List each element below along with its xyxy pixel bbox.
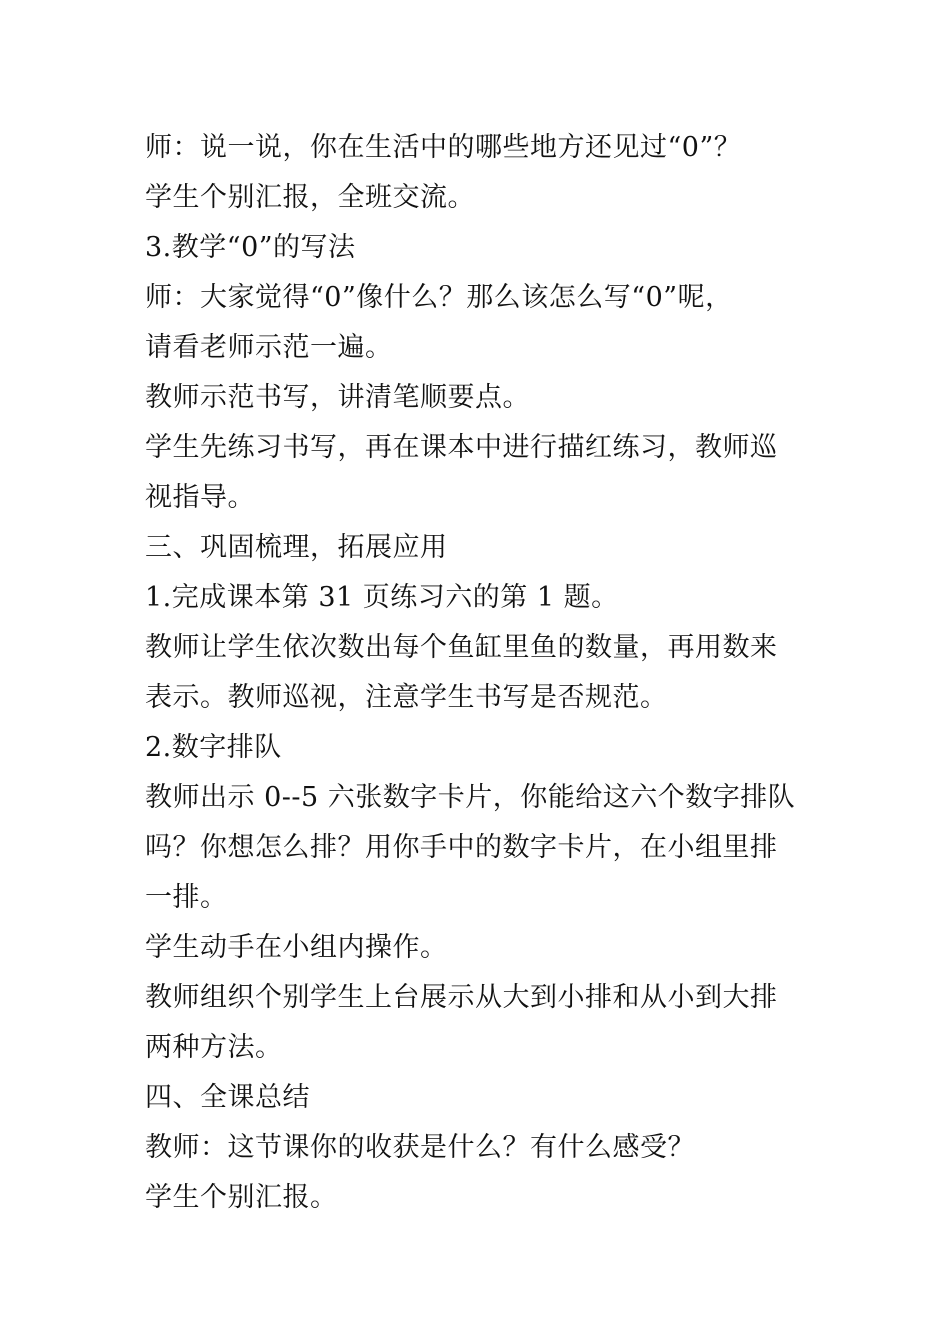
text-line: 教师让学生依次数出每个鱼缸里鱼的数量，再用数来 — [145, 632, 778, 663]
text-line: 师：说一说，你在生活中的哪些地方还见过“0”？ — [145, 132, 742, 163]
text-line: 学生先练习书写，再在课本中进行描红练习，教师巡 — [145, 432, 778, 463]
text-line: 教师组织个别学生上台展示从大到小排和从小到大排 — [145, 982, 778, 1013]
text-line: 请看老师示范一遍。 — [145, 332, 393, 363]
text-line: 两种方法。 — [145, 1032, 283, 1063]
section-heading: 2.数字排队 — [145, 732, 282, 763]
text-line: 吗？你想怎么排？用你手中的数字卡片，在小组里排 — [145, 832, 778, 863]
section-heading: 四、全课总结 — [145, 1082, 310, 1113]
text-line: 师：大家觉得“0”像什么？那么该怎么写“0”呢， — [145, 282, 733, 313]
text-line: 教师：这节课你的收获是什么？有什么感受？ — [145, 1132, 695, 1163]
text-line: 教师示范书写，讲清笔顺要点。 — [145, 382, 530, 413]
section-heading: 3.教学“0”的写法 — [145, 232, 356, 263]
section-heading: 三、巩固梳理，拓展应用 — [145, 532, 448, 563]
text-line: 表示。教师巡视，注意学生书写是否规范。 — [145, 682, 668, 713]
text-line: 学生动手在小组内操作。 — [145, 932, 448, 963]
text-line: 教师出示 0--5 六张数字卡片，你能给这六个数字排队 — [145, 782, 796, 813]
text-line: 学生个别汇报。 — [145, 1182, 338, 1213]
text-line: 学生个别汇报，全班交流。 — [145, 182, 475, 213]
section-heading: 1.完成课本第 31 页练习六的第 1 题。 — [145, 582, 619, 613]
text-line: 视指导。 — [145, 482, 255, 513]
text-line: 一排。 — [145, 882, 228, 913]
document-body — [145, 123, 810, 1223]
